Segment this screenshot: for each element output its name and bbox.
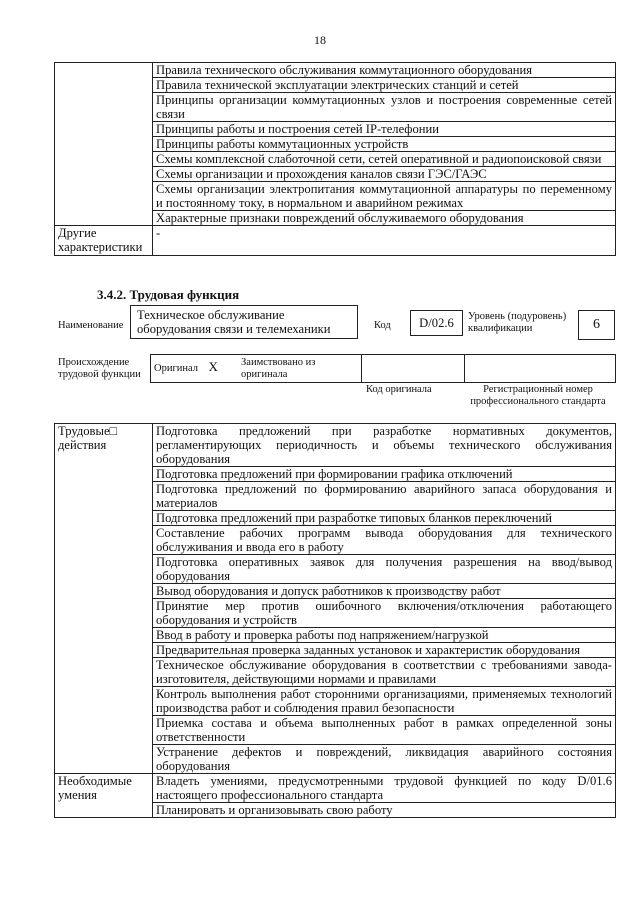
knowledge-item-text: Правила технического обслуживания коммутационного оборудования bbox=[153, 63, 616, 78]
origin-code-cell bbox=[362, 355, 465, 383]
origin-mark-cell bbox=[208, 355, 362, 383]
name-label: Наименование bbox=[58, 320, 124, 331]
labor-action-text: Приемка состава и объема выполненных работ в рамках определенной зоны ответственности bbox=[153, 716, 616, 745]
labor-action-text: Контроль выполнения работ сторонними организациями, применяемых технологий производства работ и соблюдения правил безопасности bbox=[153, 687, 616, 716]
labor-action-text: Вывод оборудования и допуск работников к производству работ bbox=[153, 584, 616, 599]
knowledge-item-text: Принципы работы коммутационных устройств bbox=[153, 137, 616, 152]
function-table bbox=[54, 423, 616, 818]
labor-action-text: Устранение дефектов и повреждений, ликвидация аварийного состояния оборудования bbox=[153, 745, 616, 774]
other-row bbox=[55, 226, 616, 256]
knowledge-item bbox=[55, 63, 616, 78]
name-value-box bbox=[130, 305, 358, 339]
labor-action-text: Подготовка оперативных заявок для получения разрешения на ввод/вывод оборудования bbox=[153, 555, 616, 584]
other-label: Другие характеристики bbox=[55, 226, 153, 256]
labor-action-text: Техническое обслуживание оборудования в соответствии с требованиями завода-изготовителя, действующими нормами и правилами bbox=[153, 658, 616, 687]
level-label: Уровень (подуровень) квалификации bbox=[468, 311, 567, 334]
origin-table bbox=[150, 354, 616, 383]
knowledge-item-text: Схемы комплексной слаботочной сети, сетей оперативной и радиопоисковой связи bbox=[153, 152, 616, 167]
knowledge-table bbox=[54, 62, 616, 256]
original-label: Оригинал bbox=[154, 362, 198, 374]
labor-action bbox=[55, 424, 616, 467]
knowledge-item-text: Характерные признаки повреждений обслуживаемого оборудования bbox=[153, 211, 616, 226]
labor-action-text: Подготовка предложений по формированию аварийного запаса оборудования и материалов bbox=[153, 482, 616, 511]
labor-action-text: Ввод в работу и проверка работы под напряжением/нагрузкой bbox=[153, 628, 616, 643]
knowledge-item-text: Схемы организации и прохождения каналов связи ГЭС/ГАЭС bbox=[153, 167, 616, 182]
origin-reg-cell bbox=[465, 355, 616, 383]
level-value: 6 bbox=[593, 317, 600, 332]
knowledge-item-text: Принципы работы и построения сетей IP-телефонии bbox=[153, 122, 616, 137]
skills-label: Необходимые умения bbox=[55, 774, 153, 818]
borrowed-label: Заимствовано из оригинала bbox=[241, 356, 316, 380]
origin-original-cell bbox=[151, 355, 213, 383]
labor-action-text: Принятие мер против ошибочного включения/отключения работающего оборудования и устройств bbox=[153, 599, 616, 628]
knowledge-item-text: Правила технической эксплуатации электрических станций и сетей bbox=[153, 78, 616, 93]
knowledge-label-cell bbox=[55, 63, 153, 226]
level-value-box bbox=[578, 310, 615, 340]
labor-action-text: Предварительная проверка заданных установок и характеристик оборудования bbox=[153, 643, 616, 658]
knowledge-item-text: Принципы организации коммутационных узлов и построения современные сетей связи bbox=[153, 93, 616, 122]
actions-label: Трудовые□ действия bbox=[55, 424, 153, 774]
code-value: D/02.6 bbox=[419, 316, 454, 330]
skill-item-text: Планировать и организовывать свою работу bbox=[153, 803, 616, 818]
code-original-caption: Код оригинала bbox=[366, 384, 432, 395]
skill-item-text: Владеть умениями, предусмотренными трудовой функцией по коду D/01.6 настоящего профессионального стандарта bbox=[153, 774, 616, 803]
page-number: 18 bbox=[314, 33, 326, 47]
labor-action-text: Подготовка предложений при разработке нормативных документов, регламентирующих периодичность и объемы технического обслуживания оборудования bbox=[153, 424, 616, 467]
knowledge-item-text: Схемы организации электропитания коммутационной аппаратуры по переменному и постоянному току, в нормальном и аварийном режимах bbox=[153, 182, 616, 211]
labor-action-text: Составление рабочих программ вывода оборудования для технического обслуживания и ввода его в работу bbox=[153, 526, 616, 555]
labor-action-text: Подготовка предложений при формировании графика отключений bbox=[153, 467, 616, 482]
original-mark: X bbox=[208, 359, 218, 375]
name-value: Техническое обслуживание оборудования связи и телемеханики bbox=[137, 308, 331, 336]
reg-number-caption: Регистрационный номер профессионального стандарта bbox=[470, 384, 606, 407]
code-label: Код bbox=[374, 320, 391, 331]
skill-item bbox=[55, 774, 616, 803]
origin-label: Происхождение трудовой функции bbox=[58, 357, 141, 380]
code-value-box bbox=[410, 310, 463, 336]
other-value: - bbox=[153, 226, 616, 256]
section-heading: 3.4.2. Трудовая функция bbox=[97, 287, 240, 302]
labor-action-text: Подготовка предложений при разработке типовых бланков переключений bbox=[153, 511, 616, 526]
